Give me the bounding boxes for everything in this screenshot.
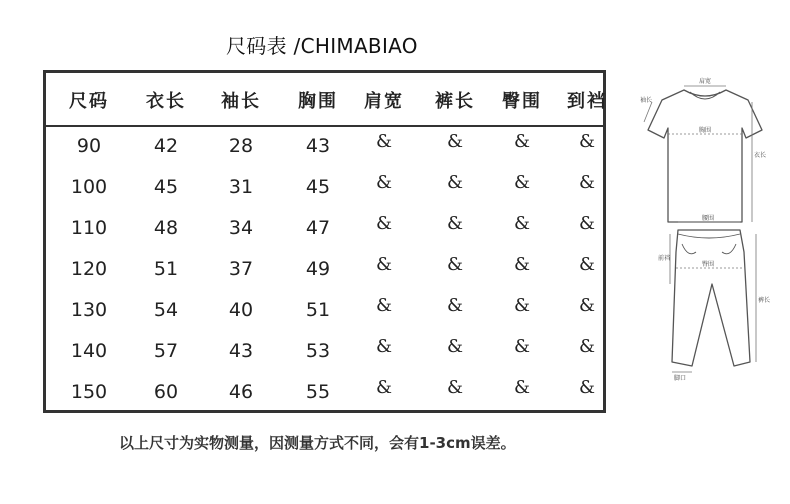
header-cell-size: 尺码 (69, 91, 109, 112)
hem-label: 脚口 (674, 375, 687, 382)
table-cell: 45 (305, 176, 331, 198)
table-cell: 34 (228, 217, 254, 239)
table-cell: & (513, 336, 531, 357)
table-row (46, 336, 603, 376)
table-row (46, 254, 603, 294)
shoulder-label: 肩宽 (699, 78, 712, 85)
pants-icon (672, 230, 750, 366)
table-cell: & (578, 336, 596, 357)
table-cell: & (578, 254, 596, 275)
chart-title: 尺码表 /CHIMABIAO (226, 34, 418, 58)
table-header-row (46, 73, 607, 125)
table-cell: & (375, 131, 393, 152)
table-cell: 53 (305, 340, 331, 362)
header-cell-shoulder: 肩宽 (364, 91, 404, 112)
header-cell-chest: 胸围 (298, 91, 338, 112)
header-cell-length: 衣长 (146, 91, 186, 112)
table-cell: 90 (76, 135, 102, 157)
table-cell: & (375, 172, 393, 193)
table-cell: 42 (153, 135, 179, 157)
table-cell: & (446, 172, 464, 193)
table-cell: 150 (70, 381, 108, 403)
tshirt-icon (648, 90, 762, 222)
header-cell-hip: 臀围 (502, 91, 542, 112)
table-cell: 100 (70, 176, 108, 198)
table-cell: 43 (228, 340, 254, 362)
table-cell: & (446, 377, 464, 398)
table-cell: 46 (228, 381, 254, 403)
table-cell: & (578, 377, 596, 398)
table-cell: & (375, 213, 393, 234)
table-cell: 55 (305, 381, 331, 403)
table-cell: & (446, 254, 464, 275)
table-cell: 28 (228, 135, 254, 157)
chest-label: 胸围 (699, 127, 712, 134)
measurement-note: 以上尺寸为实物测量，因测量方式不同，会有1-3cm误差。 (119, 434, 516, 452)
table-cell: & (578, 213, 596, 234)
table-cell: 110 (70, 217, 108, 239)
length-label: 衣长 (754, 152, 767, 159)
table-cell: & (375, 377, 393, 398)
table-cell: & (446, 131, 464, 152)
table-cell: 51 (305, 299, 331, 321)
table-cell: 40 (228, 299, 254, 321)
table-cell: 31 (228, 176, 254, 198)
hip-label: 臀围 (702, 261, 715, 268)
table-cell: 48 (153, 217, 179, 239)
table-cell: 60 (153, 381, 179, 403)
table-row (46, 377, 603, 417)
header-divider (46, 125, 603, 127)
header-cell-crotch: 到裆 (567, 91, 607, 112)
table-cell: & (578, 131, 596, 152)
pants-length-label: 裤长 (758, 297, 770, 304)
sleeve-label: 袖长 (640, 97, 653, 104)
table-cell: & (578, 295, 596, 316)
table-cell: & (578, 172, 596, 193)
table-cell: & (446, 295, 464, 316)
table-cell: 130 (70, 299, 108, 321)
waist-label: 腰围 (702, 215, 715, 222)
table-cell: 51 (153, 258, 179, 280)
table-cell: 49 (305, 258, 331, 280)
table-cell: 43 (305, 135, 331, 157)
table-row (46, 172, 603, 212)
table-cell: & (446, 213, 464, 234)
table-cell: 54 (153, 299, 179, 321)
table-row (46, 213, 603, 253)
garment-diagram (640, 62, 770, 382)
tshirt-measure-lines (644, 86, 752, 222)
table-cell: & (513, 377, 531, 398)
size-table (43, 70, 606, 413)
table-cell: & (446, 336, 464, 357)
table-row (46, 131, 603, 171)
table-cell: & (513, 131, 531, 152)
table-cell: & (513, 295, 531, 316)
table-cell: & (513, 254, 531, 275)
table-cell: 140 (70, 340, 108, 362)
table-cell: & (375, 295, 393, 316)
table-cell: & (375, 336, 393, 357)
header-cell-sleeve: 袖长 (221, 91, 261, 112)
crotch-label: 前裆 (658, 255, 671, 262)
table-cell: & (513, 172, 531, 193)
table-cell: & (375, 254, 393, 275)
table-cell: 47 (305, 217, 331, 239)
table-cell: 45 (153, 176, 179, 198)
table-cell: & (513, 213, 531, 234)
table-cell: 37 (228, 258, 254, 280)
table-cell: 57 (153, 340, 179, 362)
table-cell: 120 (70, 258, 108, 280)
table-row (46, 295, 603, 335)
header-cell-pants-length: 裤长 (435, 91, 475, 112)
